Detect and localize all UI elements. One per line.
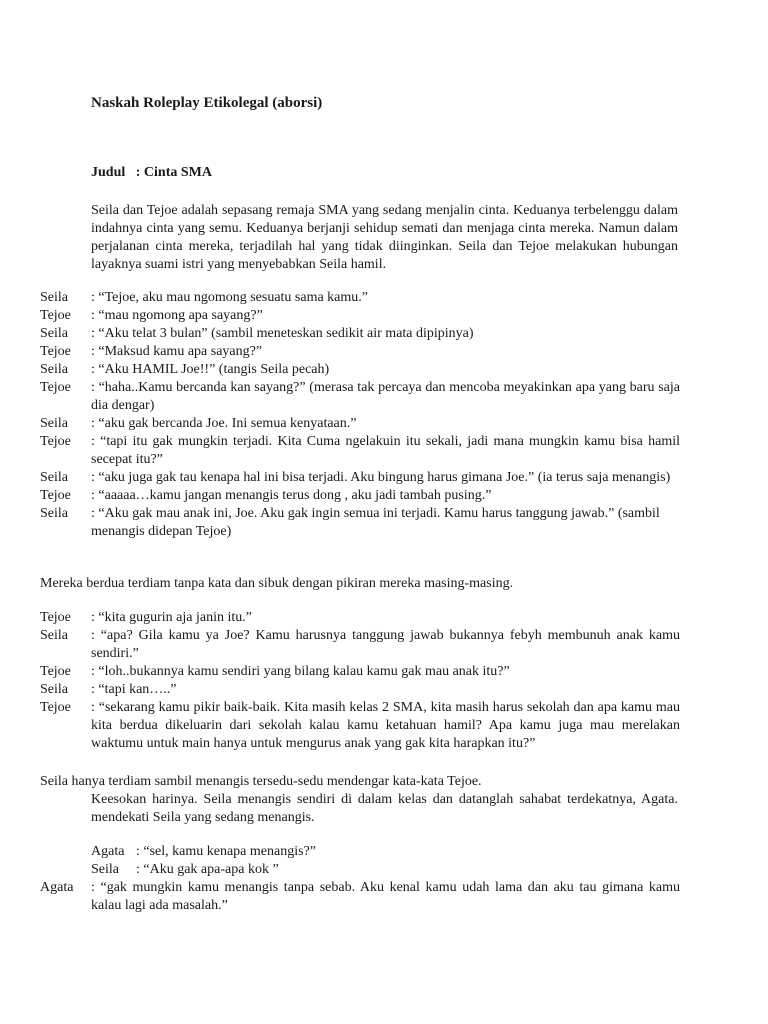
dialogue-text: : “aku gak bercanda Joe. Ini semua kenyataan.” [91, 416, 357, 431]
speaker-name: Agata [91, 844, 125, 859]
dialogue-text: : “gak mungkin kamu menangis tanpa sebab. Aku kenal kamu udah lama dan aku tau gimana kamu kalau lagi ada masalah.” [91, 880, 680, 913]
dialogue-line [40, 433, 680, 469]
speaker-name: Tejoe [40, 700, 71, 715]
speaker-name: Seila [40, 362, 68, 377]
dialogue-block-2 [40, 609, 680, 753]
dialogue-line [40, 469, 680, 487]
speaker-name: Tejoe [40, 610, 71, 625]
speaker-name: Tejoe [40, 308, 71, 323]
dialogue-line [40, 289, 680, 307]
speaker-name: Tejoe [40, 380, 71, 395]
dialogue-text: : “Tejoe, aku mau ngomong sesuatu sama kamu.” [91, 290, 368, 305]
dialogue-text: : “Aku HAMIL Joe!!” (tangis Seila pecah) [91, 362, 330, 377]
dialogue-line [40, 663, 680, 681]
speaker-name: Tejoe [40, 664, 71, 679]
dialogue-text: : “tapi kan…..” [91, 682, 177, 697]
dialogue-line [91, 843, 491, 861]
narration-paragraph: Mereka berdua terdiam tanpa kata dan sibuk dengan pikiran mereka masing-masing. [40, 576, 514, 591]
dialogue-line [40, 627, 680, 663]
speaker-name: Tejoe [40, 488, 71, 503]
dialogue-line [40, 505, 680, 541]
dialogue-text: : “Aku gak apa-apa kok ” [136, 862, 279, 877]
intro-paragraph: Seila dan Tejoe adalah sepasang remaja SMA yang sedang menjalin cinta. Keduanya terbelenggu dalam indahnya cinta yang semu. Keduanya berjanji sehidup semati dan menjaga cinta mereka. Namun dalam perjalanan cinta mereka, terjadilah hal yang tidak diinginkan. Seila dan Tejoe melakukan hubungan layaknya suami istri yang menyebabkan Seila hamil. [91, 203, 678, 272]
dialogue-text: : “aaaaa…kamu jangan menangis terus dong , aku jadi tambah pusing.” [91, 488, 492, 503]
dialogue-text: : “loh..bukannya kamu sendiri yang bilang kalau kamu gak mau anak itu?” [91, 664, 510, 679]
dialogue-text: : “sel, kamu kenapa menangis?” [136, 844, 316, 859]
dialogue-line [40, 307, 680, 325]
dialogue-text: : “Maksud kamu apa sayang?” [91, 344, 263, 359]
dialogue-line [40, 379, 680, 415]
dialogue-text: : “Aku telat 3 bulan” (sambil meneteskan sedikit air mata dipipinya) [91, 326, 474, 341]
dialogue-line [40, 681, 680, 699]
document-title: Naskah Roleplay Etikolegal (aborsi) [91, 95, 323, 111]
dialogue-line [40, 415, 680, 433]
narration-paragraph: Seila hanya terdiam sambil menangis tersedu-sedu mendengar kata-kata Tejoe. [40, 774, 482, 789]
speaker-name: Seila [40, 290, 68, 305]
dialogue-line [40, 487, 680, 505]
script-subtitle: Judul : Cinta SMA [91, 165, 212, 180]
dialogue-text: : “tapi itu gak mungkin terjadi. Kita Cuma ngelakuin itu sekali, jadi mana mungkin kamu bisa hamil secepat itu?” [91, 434, 680, 467]
speaker-name: Seila [40, 416, 68, 431]
dialogue-text: : “sekarang kamu pikir baik-baik. Kita masih kelas 2 SMA, kita masih harus sekolah dan apa kamu mau kita berdua dikeluarin dari sekolah kalau kamu ketahuan hamil? Apa kamu juga mau merelakan waktumu untuk main hanya untuk mengurus anak yang gak kita harapkan itu?” [91, 700, 680, 751]
dialogue-block-4 [40, 879, 680, 915]
speaker-name: Seila [40, 682, 68, 697]
dialogue-text: : “mau ngomong apa sayang?” [91, 308, 263, 323]
speaker-name: Tejoe [40, 344, 71, 359]
dialogue-line [40, 343, 680, 361]
speaker-name: Tejoe [40, 434, 71, 449]
dialogue-block-3 [91, 843, 491, 879]
dialogue-line [40, 879, 680, 915]
dialogue-line [40, 361, 680, 379]
speaker-name: Seila [40, 326, 68, 341]
speaker-name: Seila [40, 628, 68, 643]
dialogue-line [40, 609, 680, 627]
dialogue-text: : “apa? Gila kamu ya Joe? Kamu harusnya tanggung jawab bukannya febyh membunuh anak kamu sendiri.” [91, 628, 680, 661]
speaker-name: Seila [91, 862, 119, 877]
speaker-name: Seila [40, 470, 68, 485]
dialogue-text: : “haha..Kamu bercanda kan sayang?” (merasa tak percaya dan mencoba meyakinkan apa yang baru saja dia dengar) [91, 380, 680, 413]
narration-paragraph: Keesokan harinya. Seila menangis sendiri di dalam kelas dan datanglah sahabat terdekatnya, Agata. mendekati Seila yang sedang menangis. [91, 792, 678, 825]
dialogue-block-1 [40, 289, 680, 541]
dialogue-text: : “aku juga gak tau kenapa hal ini bisa terjadi. Aku bingung harus gimana Joe.” (ia terus saja menangis) [91, 470, 671, 485]
dialogue-text: : “kita gugurin aja janin itu.” [91, 610, 252, 625]
dialogue-line [40, 699, 680, 753]
dialogue-line [91, 861, 491, 879]
speaker-name: Agata [40, 880, 74, 895]
dialogue-text: : “Aku gak mau anak ini, Joe. Aku gak ingin semua ini terjadi. Kamu harus tanggung jawab.” (sambil menangis didepan Tejoe) [91, 506, 660, 539]
speaker-name: Seila [40, 506, 68, 521]
dialogue-line [40, 325, 680, 343]
